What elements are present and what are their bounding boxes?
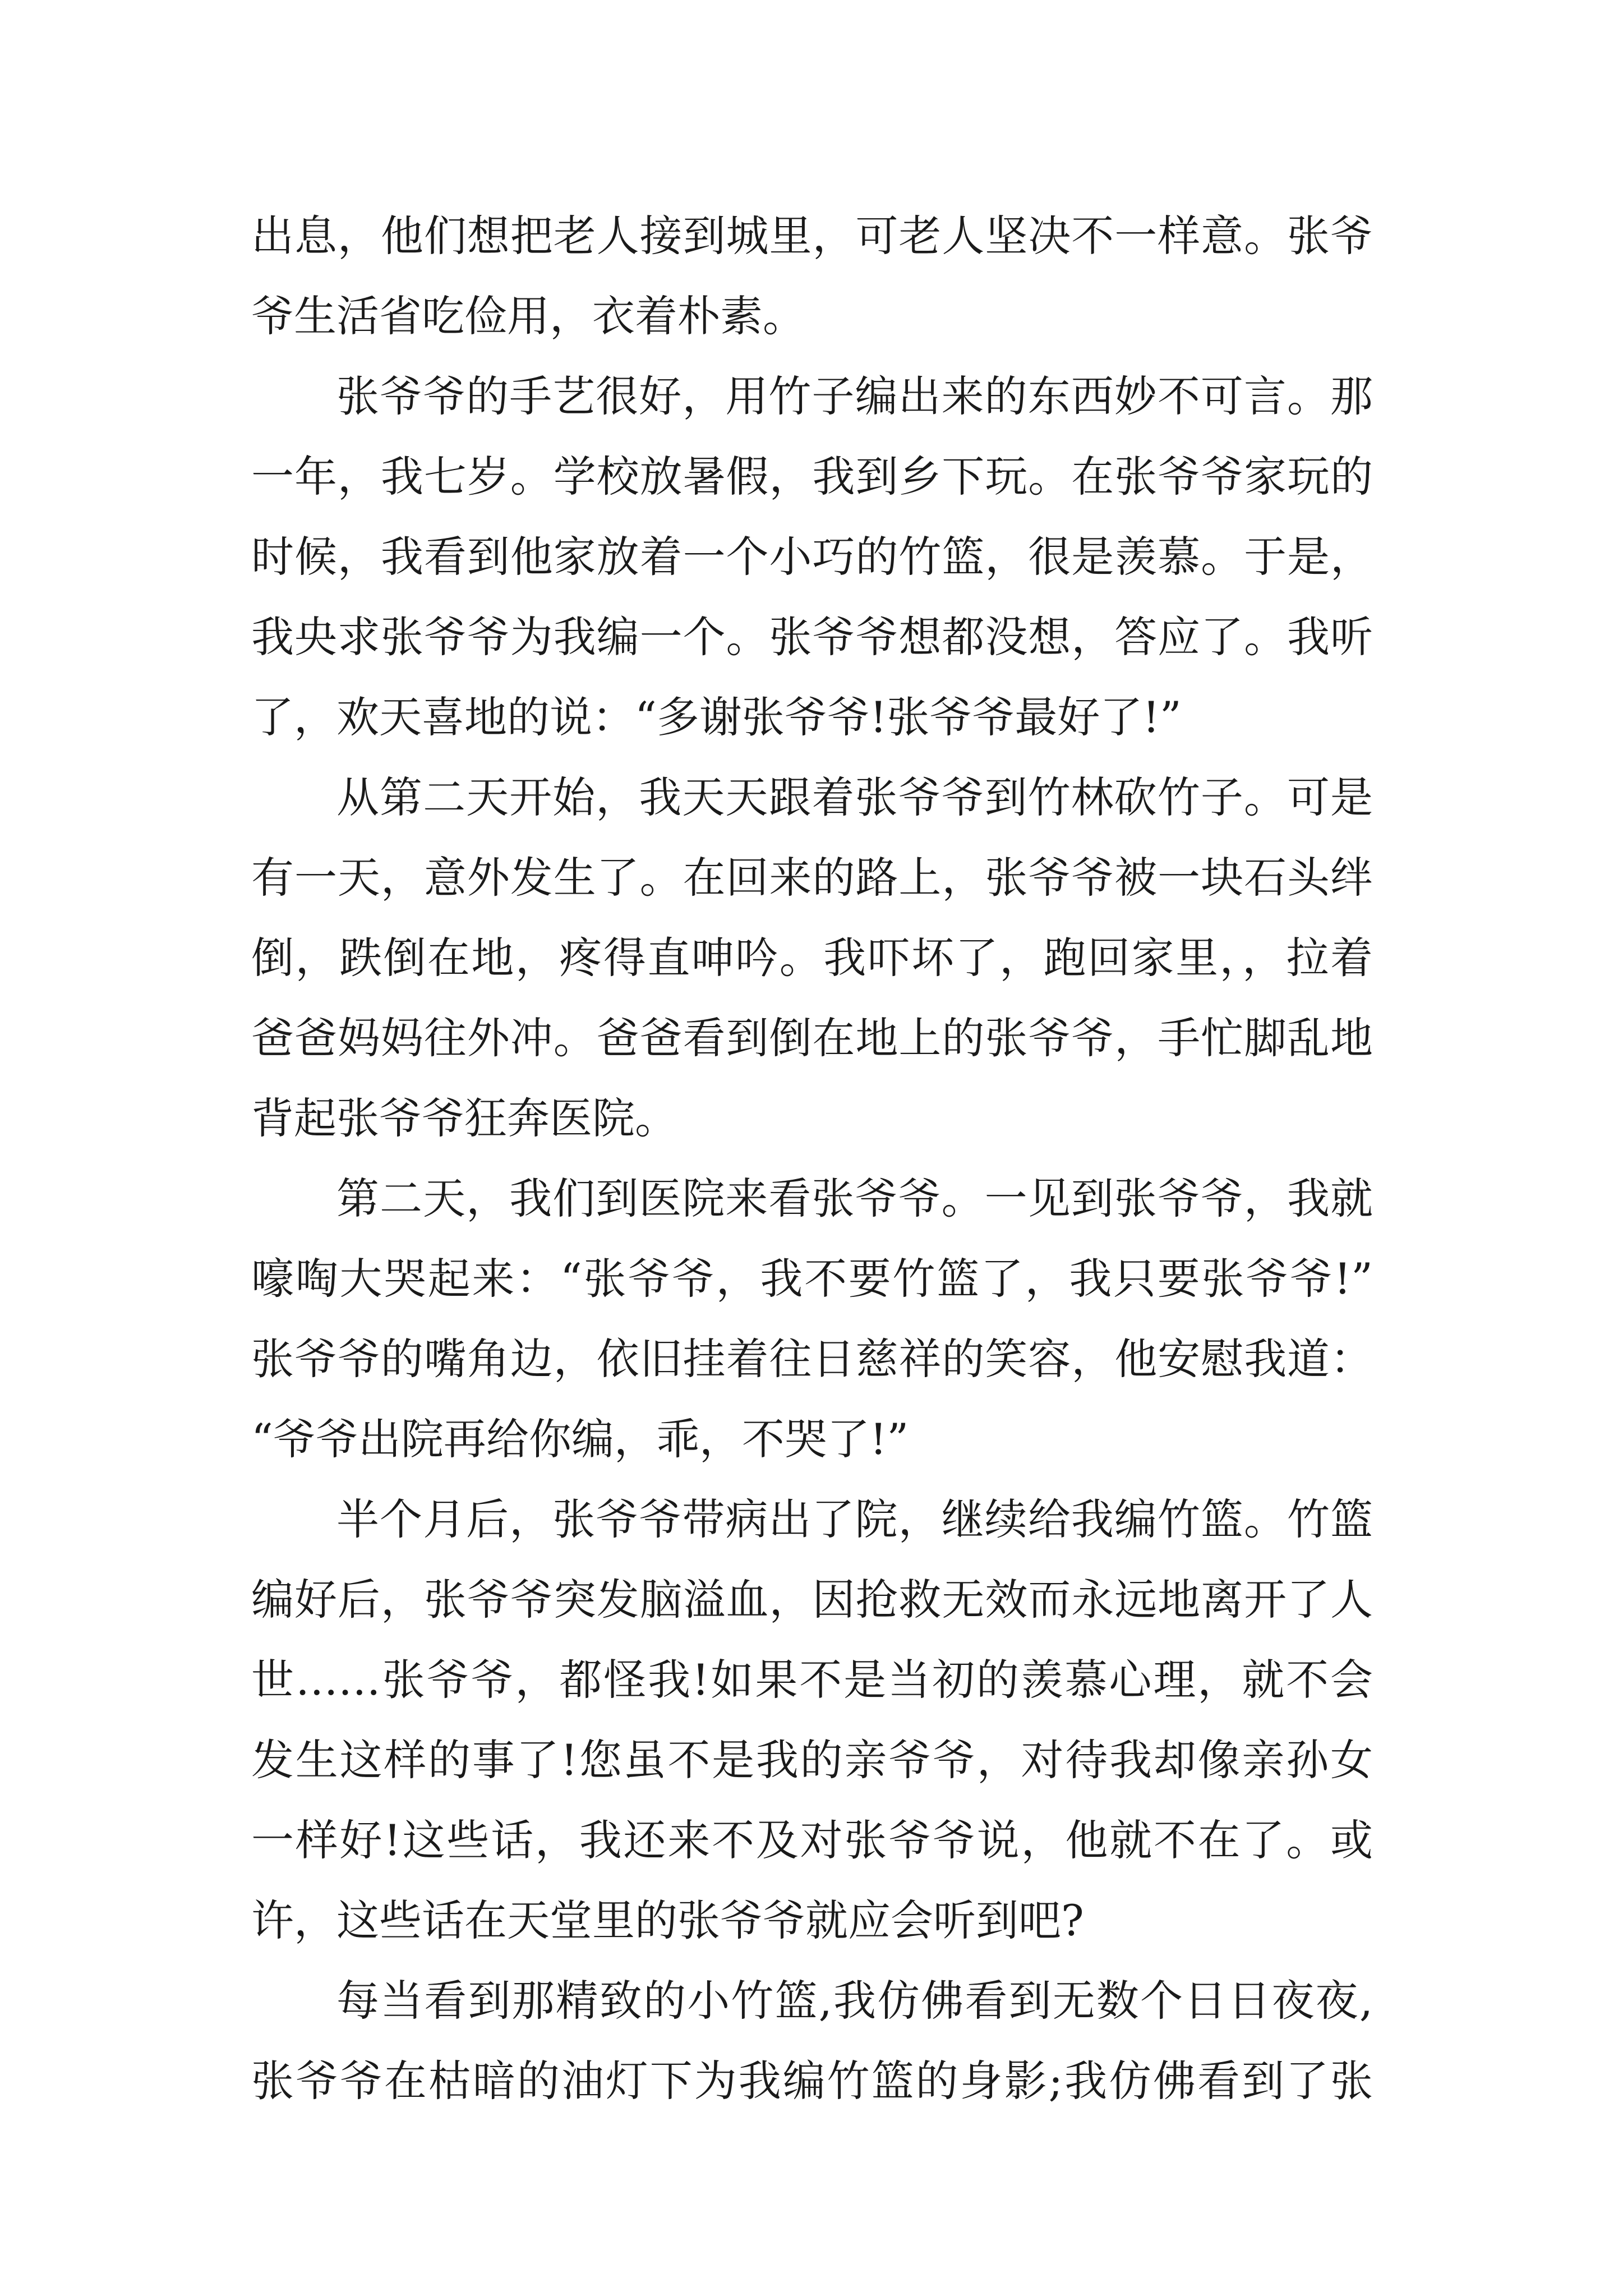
text-line: 发生这样的事了!您虽不是我的亲爷爷，对待我却像亲孙女 bbox=[251, 1735, 1373, 1785]
text-line: 爷生活省吃俭用，衣着朴素。 bbox=[251, 291, 805, 341]
text-line: 每当看到那精致的小竹篮,我仿佛看到无数个日日夜夜, bbox=[336, 1976, 1373, 2026]
text-line: “爷爷出院再给你编，乖，不哭了!” bbox=[251, 1414, 909, 1464]
text-line: 倒，跌倒在地，疼得直呻吟。我吓坏了，跑回家里，，拉着 bbox=[251, 933, 1373, 983]
text-line: 一年，我七岁。学校放暑假，我到乡下玩。在张爷爷家玩的 bbox=[251, 452, 1373, 501]
text-line: 张爷爷的手艺很好，用竹子编出来的东西妙不可言。那 bbox=[336, 371, 1373, 421]
text-line: 从第二天开始，我天天跟着张爷爷到竹林砍竹子。可是 bbox=[336, 772, 1373, 822]
text-line: 半个月后，张爷爷带病出了院，继续给我编竹篮。竹篮 bbox=[336, 1494, 1373, 1544]
text-line: 编好后，张爷爷突发脑溢血，因抢救无效而永远地离开了人 bbox=[251, 1575, 1373, 1625]
text-line: 许，这些话在天堂里的张爷爷就应会听到吧? bbox=[251, 1895, 1084, 1945]
text-line: 了，欢天喜地的说：“多谢张爷爷!张爷爷最好了!” bbox=[251, 692, 1182, 742]
text-line: 我央求张爷爷为我编一个。张爷爷想都没想，答应了。我听 bbox=[251, 612, 1373, 662]
text-line: 张爷爷在枯暗的油灯下为我编竹篮的身影;我仿佛看到了张 bbox=[251, 2056, 1373, 2106]
text-line: 一样好!这些话，我还来不及对张爷爷说，他就不在了。或 bbox=[251, 1815, 1373, 1865]
body-text bbox=[251, 196, 1373, 2121]
text-line: 有一天，意外发生了。在回来的路上，张爷爷被一块石头绊 bbox=[251, 853, 1373, 903]
text-line: 背起张爷爷狂奔医院。 bbox=[251, 1093, 677, 1143]
text-line: 世……张爷爷，都怪我!如果不是当初的羡慕心理，就不会 bbox=[251, 1655, 1373, 1705]
text-line: 出息，他们想把老人接到城里，可老人坚决不一样意。张爷 bbox=[251, 211, 1373, 261]
text-line: 张爷爷的嘴角边，依旧挂着往日慈祥的笑容，他安慰我道： bbox=[251, 1334, 1373, 1384]
text-line: 时候，我看到他家放着一个小巧的竹篮，很是羡慕。于是， bbox=[251, 532, 1373, 582]
text-line: 爸爸妈妈往外冲。爸爸看到倒在地上的张爷爷，手忙脚乱地 bbox=[251, 1013, 1373, 1063]
text-line: 第二天，我们到医院来看张爷爷。一见到张爷爷，我就 bbox=[336, 1174, 1373, 1223]
text-line: 嚎啕大哭起来：“张爷爷，我不要竹篮了，我只要张爷爷!” bbox=[251, 1254, 1373, 1304]
